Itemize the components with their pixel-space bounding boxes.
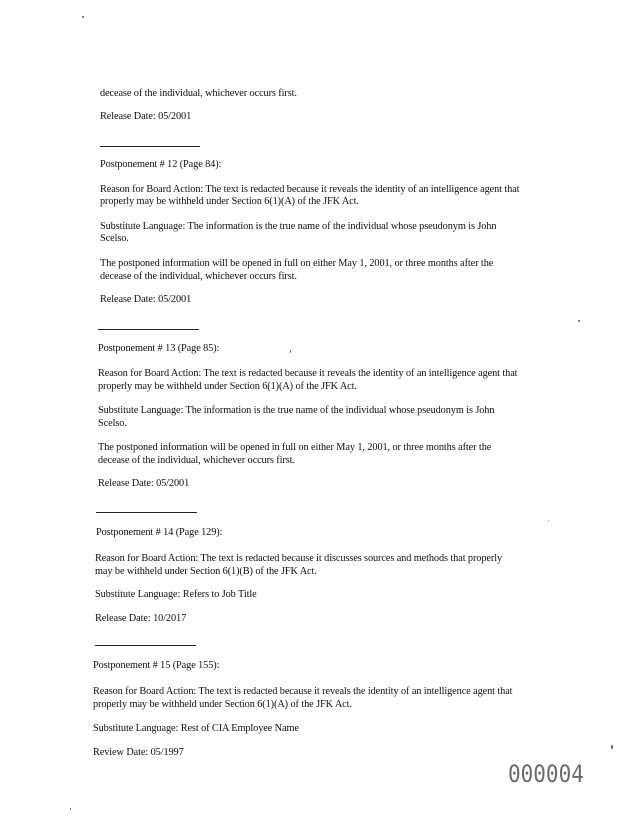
postponement-13-heading: Postponement # 13 (Page 85): [98, 343, 220, 354]
separator-rule [95, 645, 196, 646]
separator-rule [98, 329, 199, 330]
postponement-12-substitute-line-2: Scelso. [100, 233, 129, 244]
separator-rule [96, 512, 197, 513]
intro-line: decease of the individual, whichever occurs first. [100, 88, 297, 99]
scan-speck [290, 350, 291, 353]
postponement-13-reason-line-1: Reason for Board Action: The text is redacted because it reveals the identity of an intelligence agent that [98, 368, 518, 379]
postponement-15-reason-line-1: Reason for Board Action: The text is redacted because it reveals the identity of an intelligence agent that [93, 686, 513, 697]
postponement-12-reason-line-1: Reason for Board Action: The text is redacted because it reveals the identity of an intelligence agent that [100, 184, 520, 195]
postponement-15-heading: Postponement # 15 (Page 155): [93, 660, 220, 671]
postponement-14-reason-line-1: Reason for Board Action: The text is redacted because it discusses sources and methods that properly [95, 553, 503, 564]
postponement-15-substitute: Substitute Language: Rest of CIA Employee Name [93, 723, 299, 734]
postponement-14-release-date: Release Date: 10/2017 [95, 613, 187, 624]
postponement-14-reason-line-2: may be withheld under Section 6(1)(B) of the JFK Act. [95, 566, 317, 577]
postponement-13-postponed-line-2: decease of the individual, whichever occurs first. [98, 455, 295, 466]
postponement-14-substitute: Substitute Language: Refers to Job Title [95, 589, 257, 600]
postponement-12-heading: Postponement # 12 (Page 84): [100, 159, 222, 170]
postponement-13-substitute-line-2: Scelso. [98, 418, 127, 429]
scan-speck [611, 745, 613, 749]
postponement-12-reason-line-2: properly may be withheld under Section 6(1)(A) of the JFK Act. [100, 196, 359, 207]
scan-speck [70, 808, 71, 810]
page-stamp-number: 000004 [508, 760, 584, 788]
postponement-14-heading: Postponement # 14 (Page 129): [96, 527, 223, 538]
postponement-13-postponed-line-1: The postponed information will be opened in full on either May 1, 2001, or three months after the [98, 442, 492, 453]
postponement-15-review-date: Review Date: 05/1997 [93, 747, 184, 758]
postponement-12-release-date: Release Date: 05/2001 [100, 294, 192, 305]
scan-speck [548, 520, 549, 521]
postponement-13-reason-line-2: properly may be withheld under Section 6(1)(A) of the JFK Act. [98, 381, 357, 392]
postponement-13-release-date: Release Date: 05/2001 [98, 478, 190, 489]
separator-rule [100, 146, 200, 147]
postponement-12-postponed-line-2: decease of the individual, whichever occurs first. [100, 271, 297, 282]
postponement-12-substitute-line-1: Substitute Language: The information is the true name of the individual whose pseudonym is John [100, 221, 497, 232]
postponement-12-postponed-line-1: The postponed information will be opened in full on either May 1, 2001, or three months after the [100, 258, 494, 269]
postponement-15-reason-line-2: properly may be withheld under Section 6(1)(A) of the JFK Act. [93, 699, 352, 710]
scan-speck [82, 16, 84, 18]
postponement-13-substitute-line-1: Substitute Language: The information is the true name of the individual whose pseudonym is John [98, 405, 495, 416]
scan-speck [578, 320, 580, 322]
intro-release-date: Release Date: 05/2001 [100, 111, 192, 122]
